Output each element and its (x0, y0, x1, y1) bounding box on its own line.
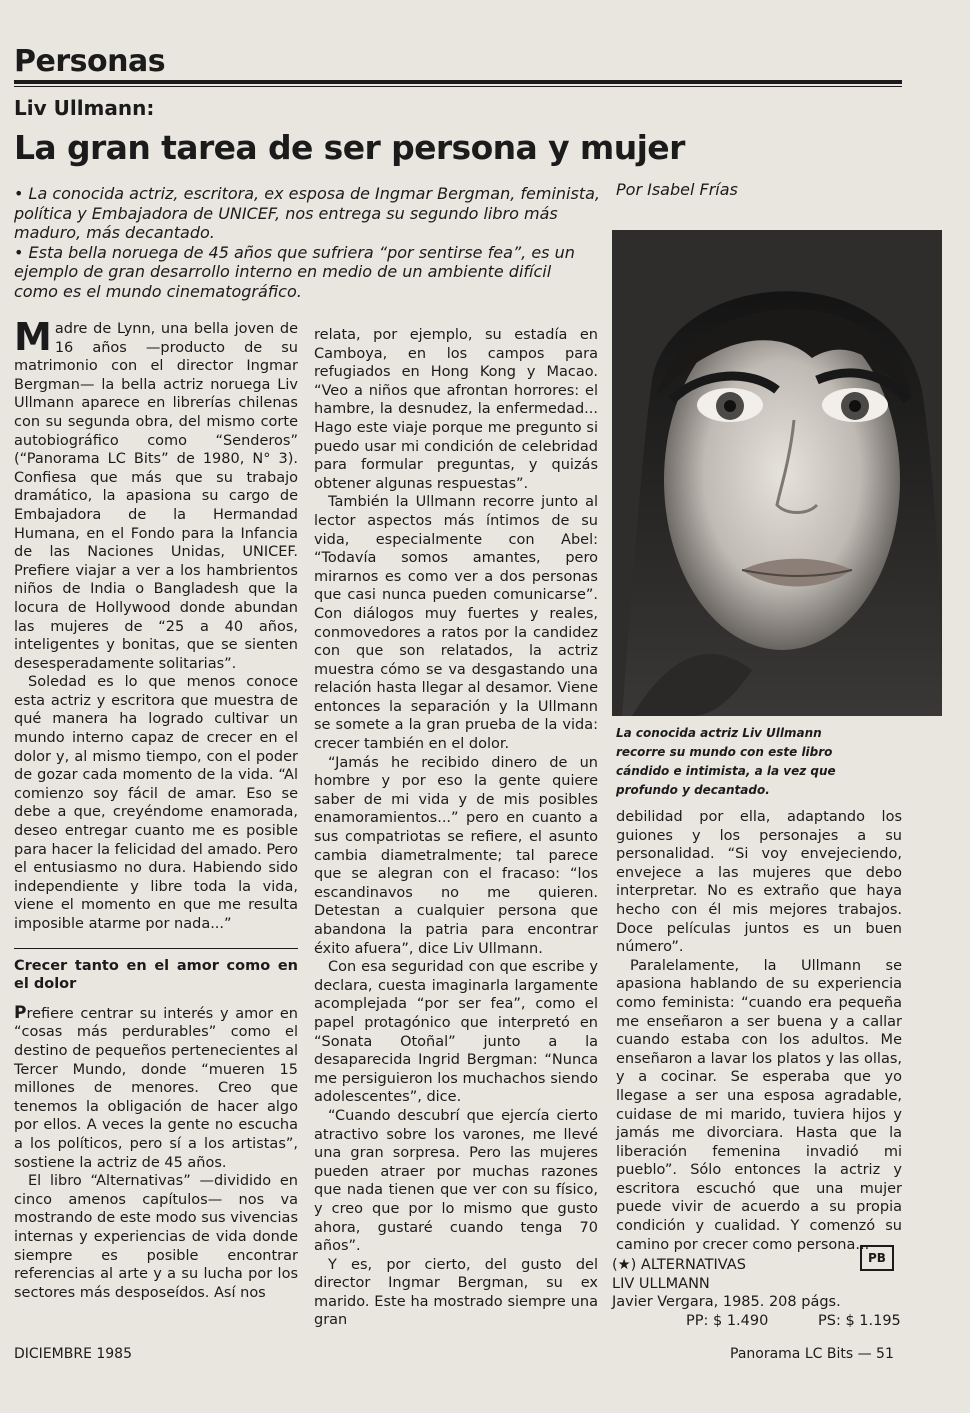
paragraph: Paralelamente, la Ullmann se apasiona hablando de su experiencia como feminista: “cuando era pequeña me enseñaron a ser buena y a callar cuando estaba con los adultos. Me enseñaron a lavar los platos y las ollas, y a cocinar. Se esperaba que yo llegase a ser una esposa agradable, cuidase de mi marido, tuviera hijos y jamás me divorciara. Hasta que la liberación femenina invadió mi pueblo”. Sólo entonces la actriz y escritora escuchó que una mujer puede vivir de acuerdo a su propia condición y cualidad. Y comenzó su camino por crecer como persona... (616, 957, 902, 1253)
paragraph: Prefiere centrar su interés y amor en “cosas más perdurables” como el destino de pequeños pertenecientes al Tercer Mundo, donde “mueren 15 millones de menores. Creo que tenemos la obligación de hacer algo por ellos. A veces la gente no escucha a los políticos, pero sí a los artistas”, sostiene la actriz de 45 años. (14, 1002, 298, 1171)
paragraph: debilidad por ella, adaptando los guiones y los personajes a su personalidad. “Si voy envejeciendo, envejece a las mujeres que debo interpretar. No es extraño que haya hecho con él mis mejores trabajos. Doce películas juntos es un buen número”. (616, 809, 902, 956)
paragraph: “Cuando descubrí que ejercía cierto atractivo sobre los varones, me llevé una gran sorpresa. Pero las mujeres pueden atraer por muchas razones que nada tienen que ver con su físico, y creo que por lo mismo que gusto ahora, gustaré cuando tenga 70 años”. (314, 1107, 598, 1255)
article-column-3 (616, 808, 902, 1254)
footer-date: DICIEMBRE 1985 (14, 1346, 132, 1362)
book-title: (★) ALTERNATIVAS (612, 1257, 746, 1273)
drop-cap: M (14, 315, 52, 359)
section-title: Personas (14, 44, 166, 79)
column-divider (14, 948, 298, 949)
article-column-2 (314, 326, 598, 1330)
paragraph: También la Ullmann recorre junto al lector aspectos más íntimos de su vida, especialmente con Abel: “Todavía somos amantes, pero mirarnos es como ver a dos personas que casi nunca pueden comunicarse”. Con diálogos muy fuertes y reales, conmovedores a ratos por la candidez con que son relatados, la actriz muestra cómo se va desgastando una relación hasta llegar al desamor. Viene entonces la separación y la Ullmann se somete a la gran prueba de la vida: crecer también en el dolor. (314, 494, 598, 753)
book-author: LIV ULLMANN (612, 1275, 710, 1292)
lead-bullet-1: • La conocida actriz, escritora, ex esposa de Ingmar Bergman, feminista, política y Embajadora de UNICEF, nos entrega su segundo libro más maduro, más decantado. (14, 184, 600, 242)
portrait-photo (612, 230, 942, 716)
lead-paragraph (14, 184, 600, 301)
headline-kicker: Liv Ullmann: (14, 96, 155, 120)
section-rule-thin (14, 86, 902, 87)
paragraph: Con esa seguridad con que escribe y declara, cuesta imaginarla largamente acomplejada “por ser fea”, como el papel protagónico que interpretó en “Sonata Otoñal” junto a la desaparecida Ingrid Bergman: “Nunca me persiguieron los muchachos siendo adolescentes”, dice. (314, 959, 598, 1106)
headline: La gran tarea de ser persona y mujer (14, 128, 685, 167)
paragraph: Y es, por cierto, del gusto del director Ingmar Bergman, su ex marido. Este ha mostrado siempre una gran (314, 1256, 598, 1329)
article-column-1 (14, 315, 298, 1302)
price-pp: PP: $ 1.490 (686, 1312, 769, 1329)
book-publisher: Javier Vergara, 1985. 208 págs. (612, 1294, 841, 1311)
pb-badge: PB (860, 1245, 894, 1271)
price-ps: PS: $ 1.195 (818, 1312, 901, 1329)
subheading: Crecer tanto en el amor como en el dolor (14, 957, 298, 993)
paragraph: Soledad es lo que menos conoce esta actriz y escritora que muestra de qué manera ha logrado cultivar un mundo interno capaz de crecer en el dolor y, al mismo tiempo, con el poder de gozar cada momento de la vida. “Al comienzo soy fácil de amar. Eso se debe a que, creyéndome enamorada, deseo entregar cuanto me es posible para hacer la felicidad del amado. Pero el entusiasmo no dura. Habiendo sido independiente y libre toda la vida, viene el momento en que me resulta imposible atarme por nada...” (14, 674, 298, 932)
book-info (612, 1256, 902, 1331)
lead-bullet-2: • Esta bella noruega de 45 años que sufriera “por sentirse fea”, es un ejemplo de gran desarrollo interno en medio de un ambiente difícil como es el mundo cinematográfico. (14, 242, 575, 301)
paragraph: “Jamás he recibido dinero de un hombre y por eso la gente quiere saber de mi vida y de mis posibles enamoramientos...” pero en cuanto a sus compatriotas se refiere, el asunto cambia diametralmente; tal parece que se alegran con el fracaso: “los escandinavos no me quieren. Detestan a cualquier persona que abandona la patria para encontrar éxito afuera”, dice Liv Ullmann. (314, 754, 598, 957)
photo-caption: La conocida actriz Liv Ullmann recorre su mundo con este libro cándido e intimista, a la vez que profundo y decantado. (616, 726, 836, 797)
book-prices (612, 1312, 902, 1331)
paragraph: Madre de Lynn, una bella joven de 16 años —producto de su matrimonio con el director Ingmar Bergman— la bella actriz noruega Liv Ullmann aparece en librerías chilenas con su segunda obra, del mismo corte autobiográfico como “Senderos” (“Panorama LC Bits” de 1980, N° 3). Confiesa que más que su trabajo dramático, la apasiona su cargo de Embajadora de la Hermandad Humana, en el Fondo para la Infancia de las Naciones Unidas, UNICEF. Prefiere viajar a ver a los hambrientos niños de India o Bangladesh que la locura de Hollywood donde abundan las mujeres de “25 a 40 años, inteligentes y bonitas, que se sienten desesperadamente solitarias”. (14, 315, 298, 672)
paragraph: relata, por ejemplo, su estadía en Camboya, en los campos para refugiados en Hong Kong y Macao. “Veo a niños que afrontan horrores: el hambre, la desnudez, la enfermedad... Hago este viaje porque me pregunto si puedo usar mi condición de celebridad para formular preguntas, y quizás obtener algunas respuestas”. (314, 327, 598, 492)
paragraph: El libro “Alternativas” —dividido en cinco amenos capítulos— nos va mostrando de este modo sus vivencias internas y experiencias de vida donde siempre es posible encontrar referencias al arte y a su lucha por los sectores más desposeídos. Así nos (14, 1173, 298, 1301)
footer-page: Panorama LC Bits — 51 (730, 1346, 894, 1362)
section-rule-thick (14, 80, 902, 84)
byline: Por Isabel Frías (616, 180, 738, 199)
